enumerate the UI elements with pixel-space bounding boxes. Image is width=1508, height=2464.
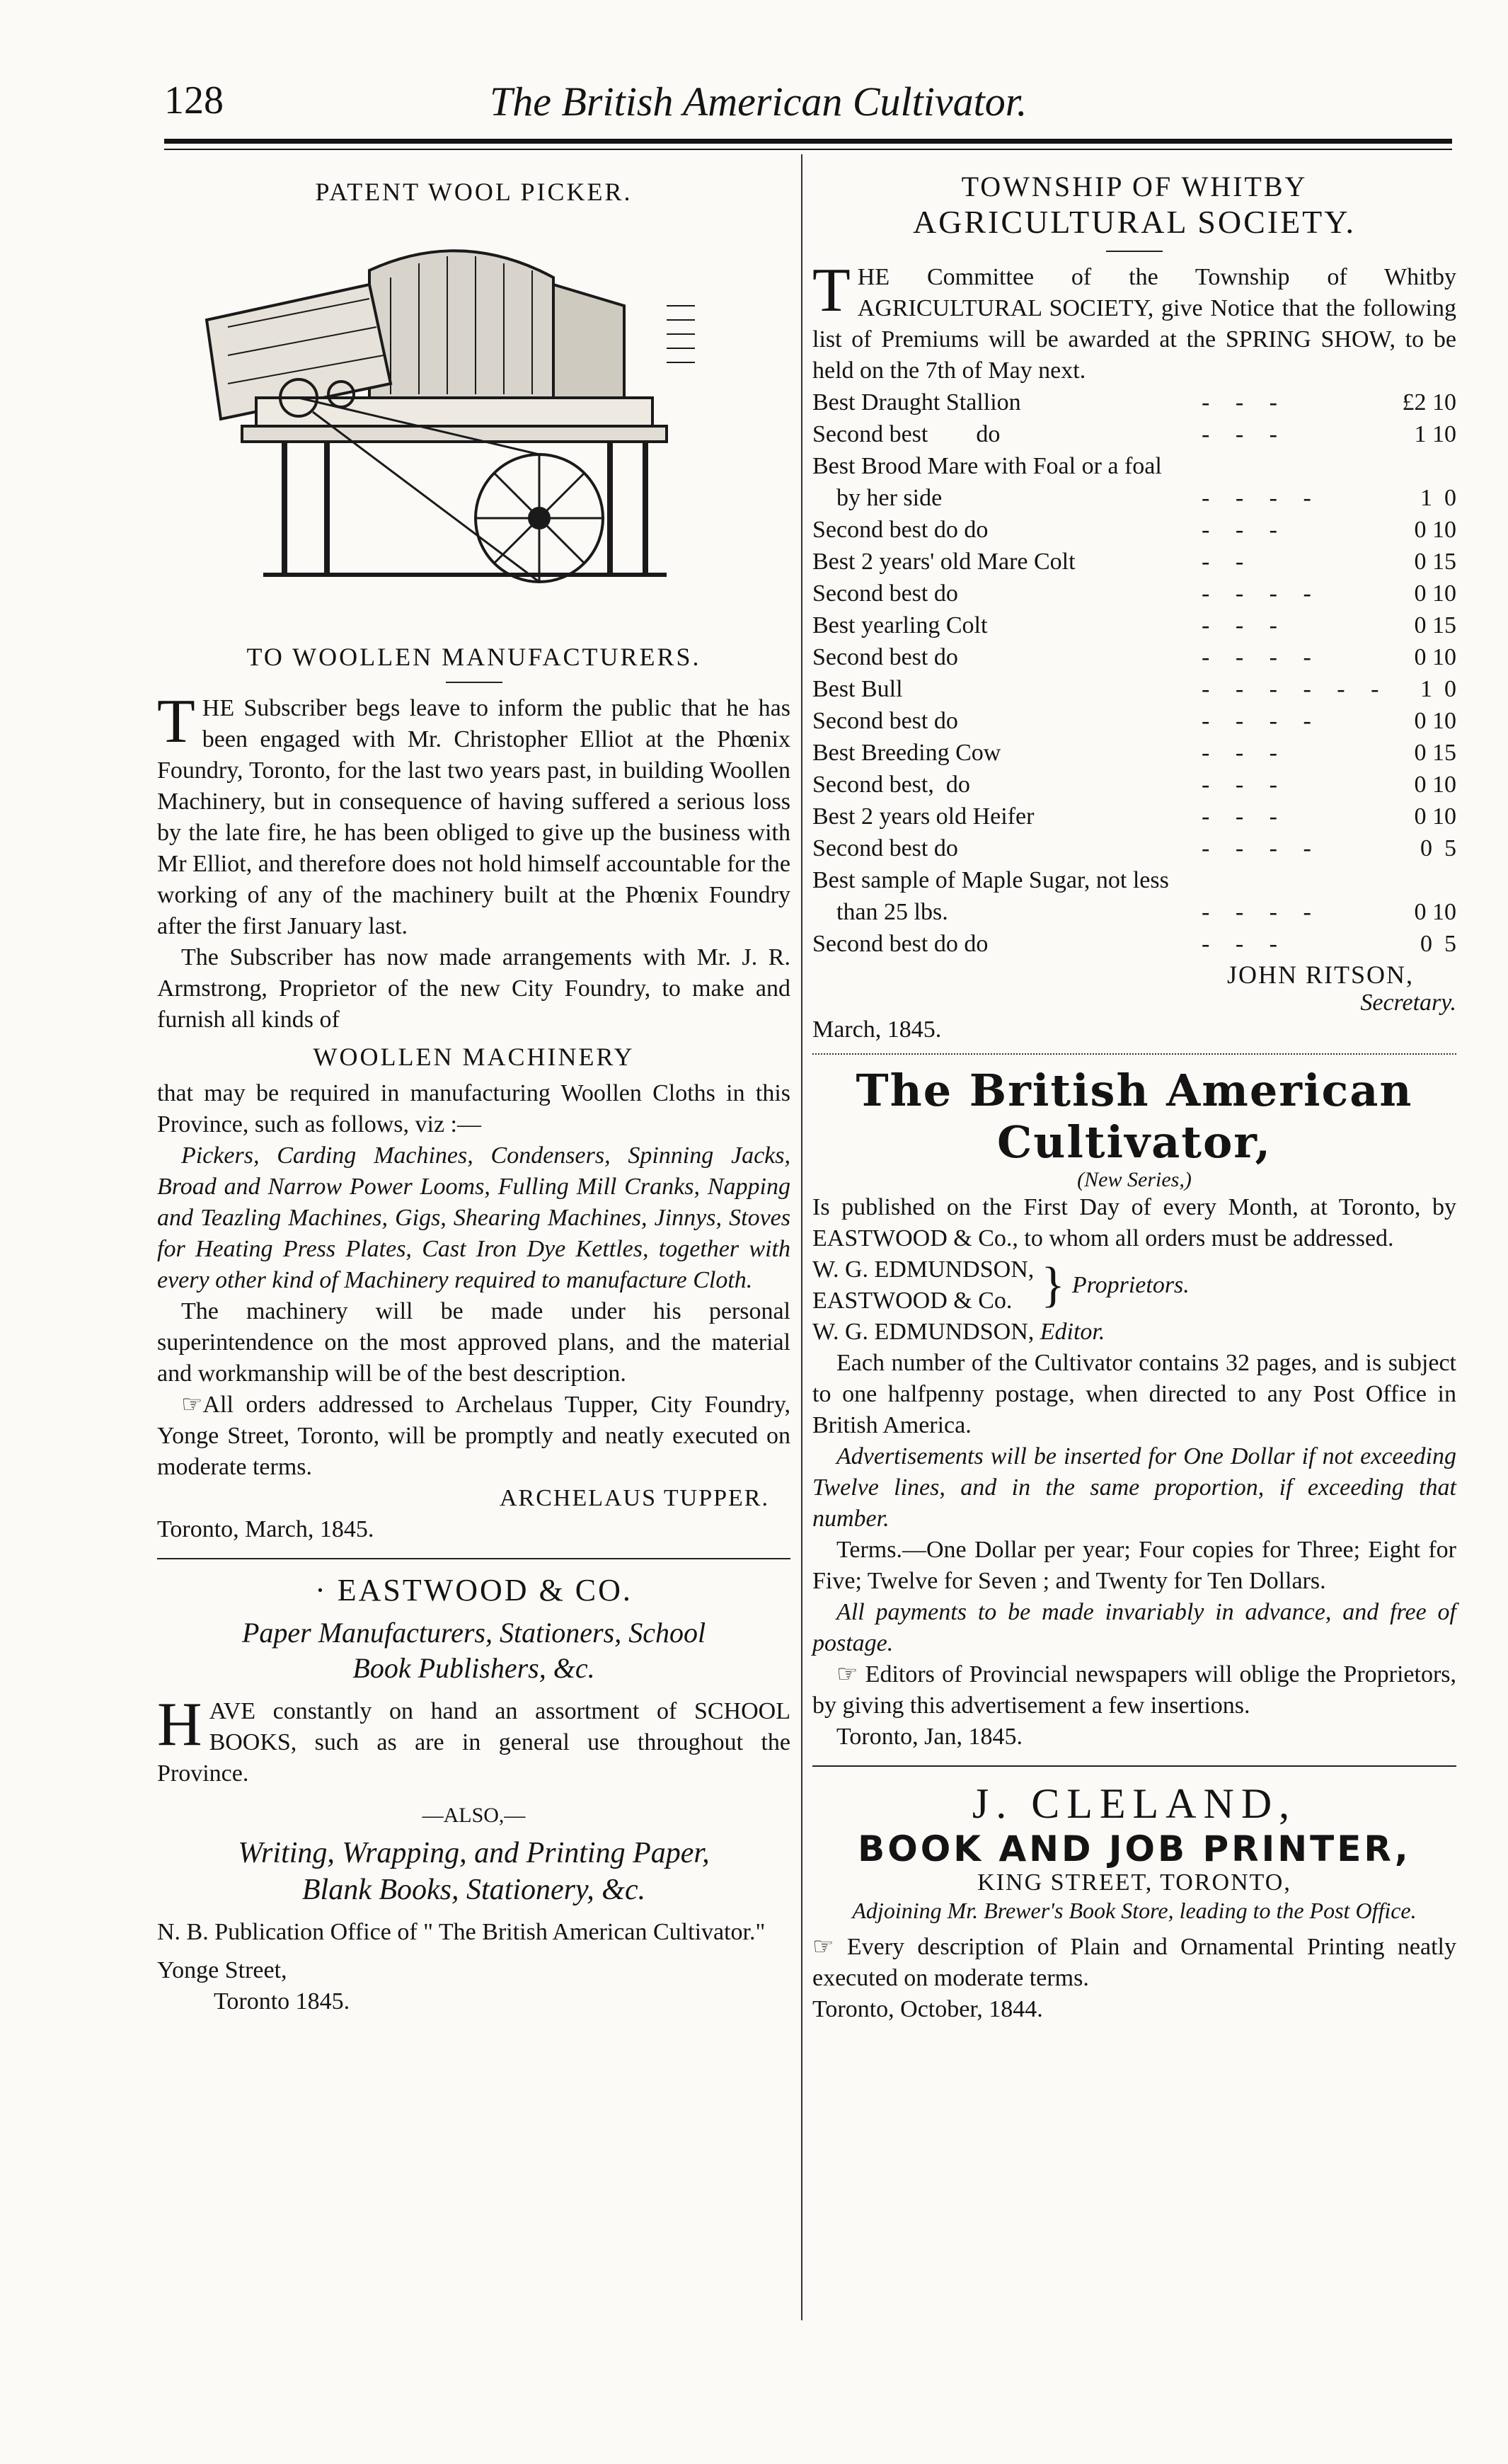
header-rule-thick: [164, 139, 1452, 144]
prize-label: Best Brood Mare with Foal or a foal: [812, 453, 1162, 479]
prize-label: Second best do: [812, 580, 958, 607]
whitby-dateline: March, 1845.: [812, 1016, 942, 1043]
prize-row: [812, 609, 1456, 641]
prize-row: [812, 737, 1456, 769]
prize-amount: 0 15: [1414, 549, 1456, 575]
cultivator-notice: [812, 1192, 1456, 1753]
prize-label: Second best, do: [812, 772, 970, 798]
proprietor-1: W. G. EDMUNDSON,: [812, 1256, 1035, 1283]
editor-label: Editor.: [1040, 1319, 1105, 1345]
prize-label: by her side: [812, 485, 943, 511]
prize-label: Best Bull: [812, 676, 903, 702]
prize-amount: 0 10: [1414, 772, 1456, 798]
prize-amount: [1379, 450, 1456, 482]
editor-line: [812, 1317, 1456, 1348]
prize-amount: 1 10: [1414, 421, 1456, 447]
eastwood-subtitle-1: Paper Manufacturers, Stationers, School: [241, 1617, 706, 1649]
proprietors-block: [812, 1254, 1456, 1317]
prize-leader: - - -: [1202, 421, 1287, 447]
eastwood-paragraph-1: AVE constantly on hand an assortment of SCHOOL BOOKS, such as are in general use throughout the Province.: [157, 1698, 790, 1787]
header-rule-thin: [164, 149, 1452, 150]
cultivator-series: (New Series,): [1077, 1168, 1192, 1191]
wool-picker-machine-icon: [157, 221, 695, 617]
editor-name: W. G. EDMUNDSON,: [812, 1319, 1035, 1345]
prize-row: [812, 641, 1456, 673]
prize-leader: - - -: [1202, 389, 1287, 416]
prize-row: [812, 546, 1456, 578]
section-rule: [157, 1558, 790, 1559]
proprietor-names: [812, 1254, 1034, 1317]
woollen-paragraph-2: The Subscriber has now made arrangements with Mr. J. R. Armstrong, Proprietor of the new City Foundry, to make and furnish all kinds of: [157, 944, 790, 1033]
cleland-street: KING STREET, TORONTO,: [977, 1869, 1291, 1896]
short-rule: [446, 682, 502, 683]
prize-leader: - - -: [1202, 612, 1287, 638]
prize-row: [812, 482, 1456, 514]
running-title: The British American Cultivator.: [490, 79, 1028, 125]
prize-row: [812, 832, 1456, 864]
eastwood-address-1: Yonge Street,: [157, 1957, 287, 1983]
prize-leader: - - -: [1202, 517, 1287, 543]
prize-amount: [1379, 864, 1456, 896]
ritson-title: Secretary.: [1360, 990, 1456, 1016]
prize-row: [812, 705, 1456, 737]
whitby-heading-2: AGRICULTURAL SOCIETY.: [912, 204, 1357, 240]
prize-row: [812, 450, 1456, 482]
section-rule: [812, 1765, 1456, 1767]
prize-amount: 0 5: [1420, 835, 1456, 861]
cleland-name: J. CLELAND,: [972, 1780, 1297, 1827]
prize-amount: 0 10: [1414, 899, 1456, 925]
prize-row: [812, 769, 1456, 801]
prize-leader: - - -: [1202, 772, 1287, 798]
prize-amount: 0 15: [1414, 740, 1456, 766]
whitby-intro: [812, 256, 1456, 386]
prize-label: Second best do: [812, 835, 958, 861]
eastwood-items-1: Writing, Wrapping, and Printing Paper,: [238, 1837, 710, 1869]
prize-leader: - - - -: [1202, 708, 1321, 734]
woollen-heading: TO WOOLLEN MANUFACTURERS.: [246, 643, 701, 671]
prize-leader: - - - -: [1202, 835, 1321, 861]
woollen-paragraph-1: HE Subscriber begs leave to inform the public that he has been engaged with Mr. Christopher Elliot at the Phœnix Foundry, Toronto, for the last two years past, in building Woollen Machinery, but in consequence of having suffered a serious loss by the late fire, he has been obliged to give up the business with Mr Elliot, and therefore does not hold himself accountable for the working of any of the machinery built at the Phœnix Foundry after the first January last.: [157, 695, 790, 939]
prize-amount: £2 10: [1402, 389, 1456, 416]
prize-row: [812, 864, 1456, 896]
prize-amount: 0 10: [1414, 708, 1456, 734]
prize-leader: - - - - - -: [1202, 676, 1389, 702]
prize-leader: - - - -: [1202, 899, 1321, 925]
prize-label: Second best do: [812, 708, 958, 734]
woollen-paragraph-6: ☞All orders addressed to Archelaus Tupper, City Foundry, Yonge Street, Toronto, will be promptly and neatly executed on moderate terms.: [157, 1392, 790, 1480]
prize-label: Best Draught Stallion: [812, 389, 1021, 416]
dropcap-h: H: [157, 1690, 202, 1759]
woollen-dateline: Toronto, March, 1845.: [157, 1516, 374, 1542]
prize-amount: 0 5: [1420, 931, 1456, 957]
prize-leader: - - - -: [1202, 485, 1321, 511]
woollen-paragraph-5: The machinery will be made under his personal superintendence on the most approved plans, and the material and workmanship will be of the best description.: [157, 1298, 790, 1387]
eastwood-items-2: Blank Books, Stationery, &c.: [301, 1874, 646, 1906]
brace-glyph: }: [1041, 1258, 1065, 1312]
prize-label: Best Breeding Cow: [812, 740, 1001, 766]
proprietor-2: EASTWOOD & Co.: [812, 1288, 1013, 1314]
whitby-intro-text: HE Committee of the Township of Whitby AGRICULTURAL SOCIETY, give Notice that the following list of Premiums will be awarded at the SPRING SHOW, to be held on the 7th of May next.: [812, 264, 1456, 384]
prize-row: [812, 928, 1456, 960]
prize-label: Second best do: [812, 644, 958, 670]
prize-amount: 0 10: [1414, 644, 1456, 670]
cleland-adjoining: Adjoining Mr. Brewer's Book Store, leading to the Post Office.: [852, 1898, 1417, 1923]
prize-amount: 0 15: [1414, 612, 1456, 638]
page-header: [164, 78, 1452, 142]
prize-amount: 0 10: [1414, 580, 1456, 607]
prize-leader: - - -: [1202, 931, 1287, 957]
prize-label: Second best do do: [812, 517, 989, 543]
proprietors-label: Proprietors.: [1071, 1272, 1190, 1298]
woollen-notice: [157, 687, 790, 1545]
left-column: [157, 163, 790, 2017]
cultivator-paragraph-4: Terms.—One Dollar per year; Four copies for Three; Eight for Five; Twelve for Seven ; and Twenty for Ten Dollars.: [812, 1537, 1456, 1594]
whitby-heading-1: TOWNSHIP OF WHITBY: [961, 171, 1308, 202]
ritson-signature: JOHN RITSON,: [1226, 961, 1414, 989]
cleland-dateline: Toronto, October, 1844.: [812, 1996, 1043, 2022]
cultivator-paragraph-3: Advertisements will be inserted for One Dollar if not exceeding Twelve lines, and in the same proportion, if exceeding that number.: [812, 1443, 1456, 1532]
prize-leader: [1202, 450, 1379, 482]
prize-list: [812, 386, 1456, 960]
woollen-paragraph-3: that may be required in manufacturing Woollen Cloths in this Province, such as follows, viz :—: [157, 1080, 790, 1138]
short-rule: [1106, 251, 1163, 252]
prize-label: Best 2 years' old Mare Colt: [812, 549, 1076, 575]
prize-amount: 0 10: [1414, 517, 1456, 543]
prize-label: Best sample of Maple Sugar, not less: [812, 867, 1169, 893]
cultivator-paragraph-2: Each number of the Cultivator contains 32 pages, and is subject to one halfpenny postage, when directed to any Post Office in British America.: [812, 1350, 1456, 1438]
prize-leader: - -: [1202, 549, 1254, 575]
prize-leader: - - - -: [1202, 580, 1321, 607]
section-rule: [812, 1053, 1456, 1055]
eastwood-note: N. B. Publication Office of " The British American Cultivator.": [157, 1919, 766, 1945]
prize-leader: [1202, 864, 1379, 896]
cultivator-paragraph-1: Is published on the First Day of every Month, at Toronto, by EASTWOOD & Co., to whom all orders must be addressed.: [812, 1194, 1456, 1251]
prize-label: than 25 lbs.: [812, 899, 948, 925]
cleland-trade: BOOK AND JOB PRINTER,: [858, 1828, 1411, 1869]
machinery-list: Pickers, Carding Machines, Condensers, Spinning Jacks, Broad and Narrow Power Looms, Fulling Mill Cranks, Napping and Teazling Machines, Gigs, Shearing Machines, Jinnys, Stoves for Heating Press Plates, Cast Iron Dye Kettles, together with every other kind of Machinery required to manufacture Cloth.: [157, 1142, 790, 1293]
prize-label: Second best do: [812, 421, 1001, 447]
cultivator-masthead: The British American Cultivator,: [856, 1065, 1413, 1168]
prize-amount: 1 0: [1420, 485, 1456, 511]
prize-row: [812, 896, 1456, 928]
prize-leader: - - -: [1202, 803, 1287, 830]
dropcap-t: T: [157, 687, 195, 756]
prize-row: [812, 673, 1456, 705]
eastwood-heading: · EASTWOOD & CO.: [315, 1573, 633, 1608]
prize-row: [812, 418, 1456, 450]
woollen-machinery-subheading: WOOLLEN MACHINERY: [313, 1043, 635, 1071]
prize-amount: 1 0: [1420, 676, 1456, 702]
eastwood-notice: [157, 1690, 790, 1789]
prize-amount: 0 10: [1414, 803, 1456, 830]
wool-picker-heading: PATENT WOOL PICKER.: [315, 178, 633, 206]
prize-row: [812, 578, 1456, 609]
right-column: [812, 163, 1456, 2025]
prize-row: [812, 386, 1456, 418]
cultivator-paragraph-6: ☞ Editors of Provincial newspapers will oblige the Proprietors, by giving this advertisement a few insertions.: [812, 1661, 1456, 1719]
cultivator-dateline: Toronto, Jan, 1845.: [836, 1724, 1023, 1750]
prize-label: Second best do do: [812, 931, 989, 957]
prize-row: [812, 514, 1456, 546]
also-label: —ALSO,—: [422, 1804, 526, 1827]
eastwood-subtitle-2: Book Publishers, &c.: [352, 1652, 595, 1684]
prize-label: Best yearling Colt: [812, 612, 988, 638]
tupper-signature: ARCHELAUS TUPPER.: [500, 1485, 769, 1511]
dropcap-t: T: [812, 256, 851, 325]
column-divider: [801, 154, 802, 2320]
page-number: 128: [164, 79, 224, 122]
prize-label: Best 2 years old Heifer: [812, 803, 1035, 830]
cleland-note: ☞ Every description of Plain and Ornamental Printing neatly executed on moderate terms.: [812, 1934, 1456, 1991]
cultivator-paragraph-5: All payments to be made invariably in advance, and free of postage.: [812, 1599, 1456, 1656]
eastwood-address-2: Toronto 1845.: [214, 1988, 350, 2015]
prize-row: [812, 801, 1456, 832]
prize-leader: - - - -: [1202, 644, 1321, 670]
prize-leader: - - -: [1202, 740, 1287, 766]
